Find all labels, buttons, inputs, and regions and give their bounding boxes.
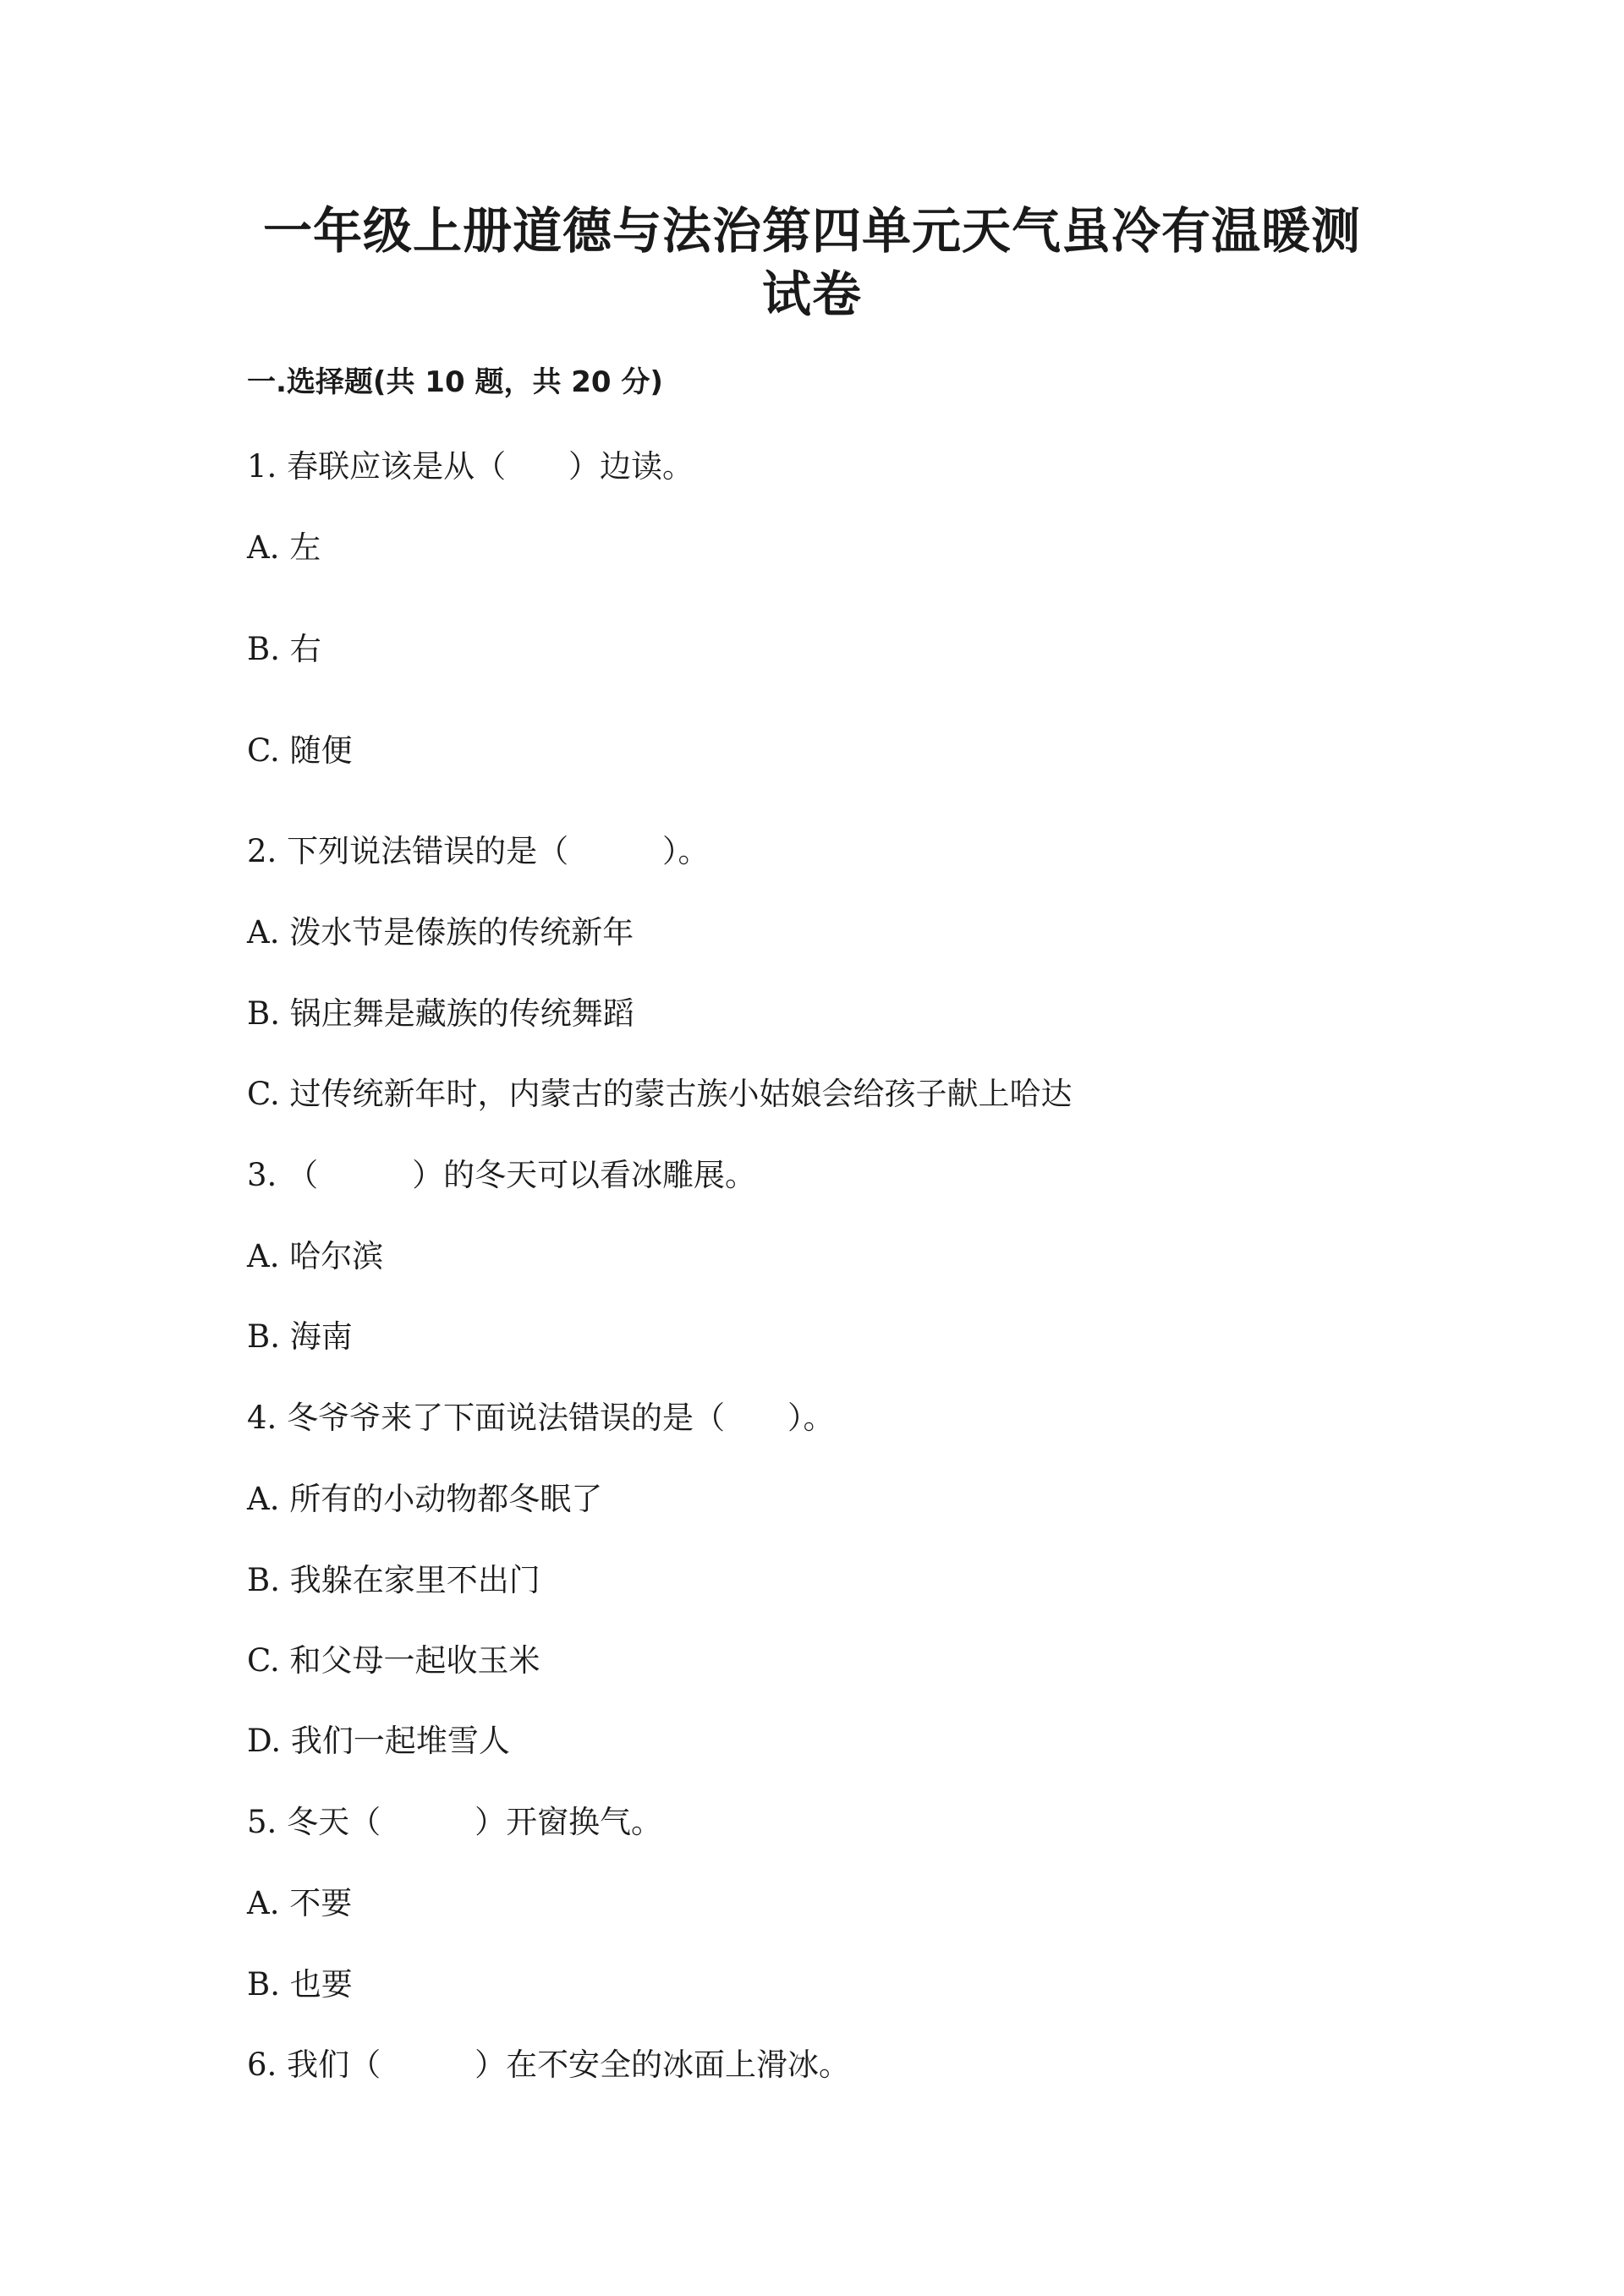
- question-2-stem: 2. 下列说法错误的是（ ）。: [247, 833, 710, 869]
- question-1-option-c: C. 随便: [247, 732, 353, 769]
- question-6-stem: 6. 我们（ ）在不安全的冰面上滑冰。: [247, 2047, 851, 2083]
- question-1-option-a: A. 左: [247, 529, 321, 566]
- question-2-option-a: A. 泼水节是傣族的传统新年: [247, 914, 634, 951]
- question-4-stem: 4. 冬爷爷来了下面说法错误的是（ ）。: [247, 1400, 835, 1436]
- question-4-option-d: D. 我们一起堆雪人: [247, 1723, 510, 1759]
- question-4-option-a: A. 所有的小动物都冬眠了: [247, 1481, 603, 1517]
- question-5-option-b: B. 也要: [247, 1966, 353, 2003]
- question-5-stem: 5. 冬天（ ）开窗换气。: [247, 1804, 663, 1840]
- question-1-option-b: B. 右: [247, 631, 321, 667]
- question-4-option-b: B. 我躲在家里不出门: [247, 1562, 540, 1598]
- question-2-option-c: C. 过传统新年时，内蒙古的蒙古族小姑娘会给孩子献上哈达: [247, 1076, 1073, 1112]
- section-heading-multiple-choice: 一.选择题(共 10 题，共 20 分): [247, 365, 663, 399]
- question-3-option-a: A. 哈尔滨: [247, 1238, 384, 1274]
- question-2-option-b: B. 锅庄舞是藏族的传统舞蹈: [247, 995, 634, 1032]
- question-5-option-a: A. 不要: [247, 1885, 353, 1921]
- question-3-stem: 3. （ ）的冬天可以看冰雕展。: [247, 1157, 757, 1193]
- question-4-option-c: C. 和父母一起收玉米: [247, 1642, 540, 1679]
- question-3-option-b: B. 海南: [247, 1318, 353, 1355]
- exam-title-line-2: 试卷: [761, 266, 862, 323]
- question-1-stem: 1. 春联应该是从（ ）边读。: [247, 448, 694, 485]
- exam-title-line-1: 一年级上册道德与法治第四单元天气虽冷有温暖测: [262, 202, 1361, 260]
